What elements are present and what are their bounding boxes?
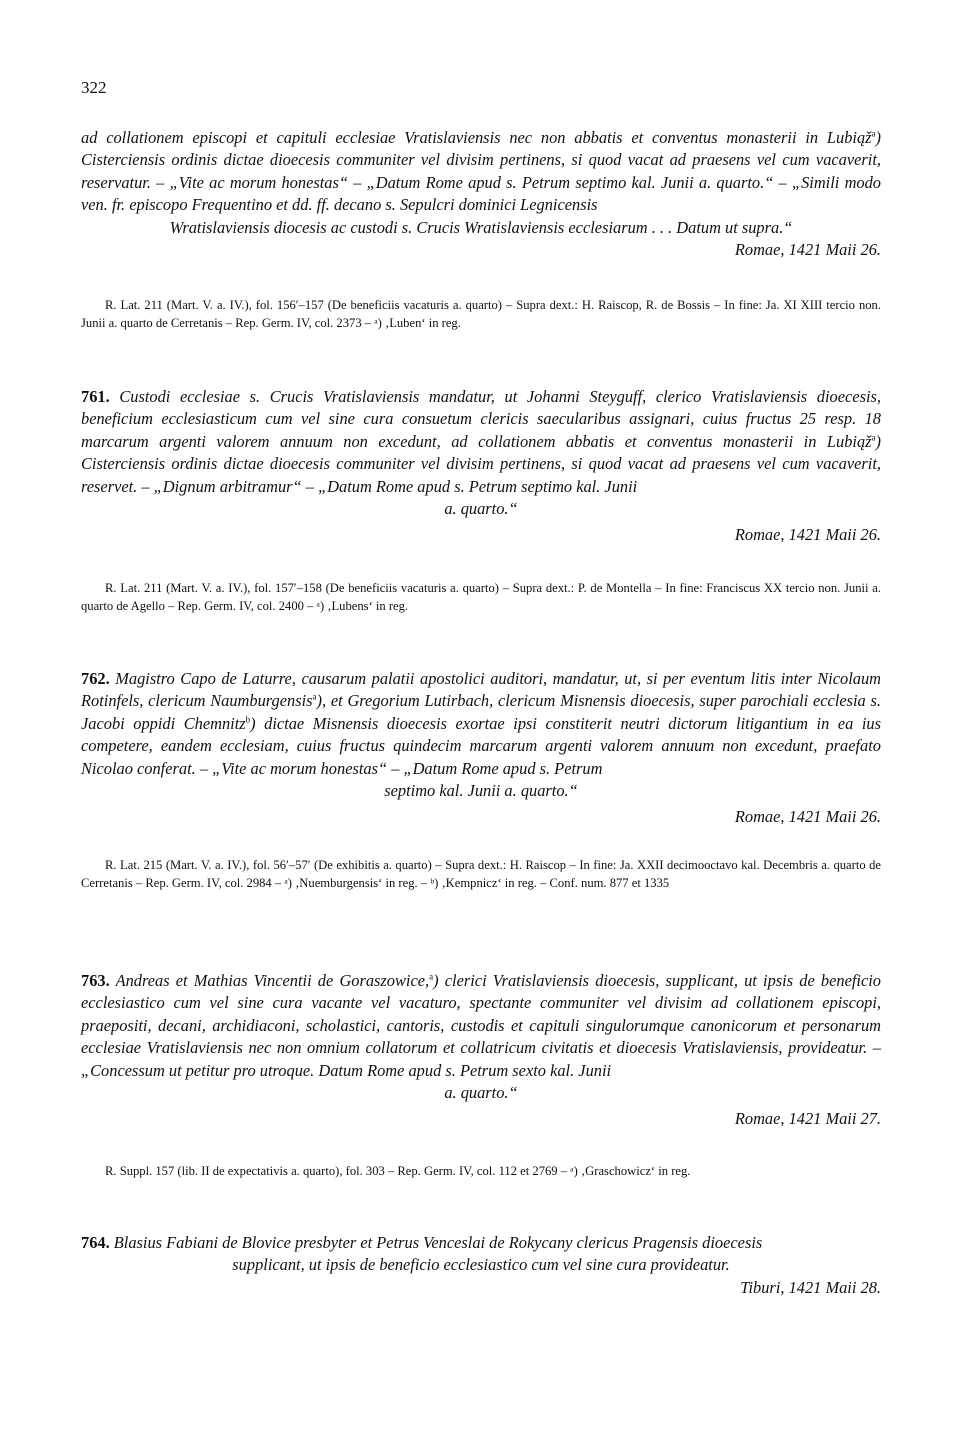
intro-note: R. Lat. 211 (Mart. V. a. IV.), fol. 156′–157 (De beneficiis vacaturis a. quarto) – Supra dext.: H. Raiscop, R. de Bossis – In fine: Ja. XI XIII tercio non. Junii a. quarto de Cerretanis – Rep. Germ. IV, col. 2373 – ᵃ) ‚Luben‘ in reg. (81, 298, 881, 330)
entry-762-text: 762. Magistro Capo de Laturre, causarum palatii apostolici auditori, mandatur, ut, si per eventum litis inter Nicolaum Rotinfels, clericum Naumburgensis$^a$), et Gregorium Lutirbach, clericum Misnensis dioecesis, super parochiali ecclesia s. Jacobi oppidi Chemnitz$^b$) dictae Misnensis dioecesis exortae ipsi constiterit neutri dictorum litigantium in ea ius competere, eandem ecclesiam, cuius fructus quindecim marcarum argenti valorem annuum non excedunt, praefato Nicolao conferat. – „Vite ac morum honestas“ – „Datum Rome apud s. Petrum (81, 669, 881, 778)
entry-764-center-line: supplicant, ut ipsis de beneficio ecclesiastico cum vel sine cura provideatur. (232, 1255, 730, 1275)
entry-763-note: R. Suppl. 157 (lib. II de expectativis a. quarto), fol. 303 – Rep. Germ. IV, col. 112 et 2769 – ᵃ) ‚Graschowicz‘ in reg. (105, 1164, 691, 1178)
entry-762-center-line: septimo kal. Junii a. quarto.“ (384, 781, 578, 801)
entry-761-note: R. Lat. 211 (Mart. V. a. IV.), fol. 157′–158 (De beneficiis vacaturis a. quarto) – Supra dext.: P. de Montella – In fine: Franciscus XX tercio non. Junii a. quarto de Agello – Rep. Germ. IV, col. 2400 – ᵃ) ‚Lubens‘ in reg. (81, 581, 881, 613)
entry-762-place-date: Romae, 1421 Maii 26. (734, 807, 881, 827)
entry-764 (81, 1232, 881, 1299)
entry-761-center-line: a. quarto.“ (444, 499, 518, 519)
entry-762-note: R. Lat. 215 (Mart. V. a. IV.), fol. 56′–57′ (De exhibitis a. quarto) – Supra dext.: H. Raiscop – In fine: Ja. XXII decimooctavo kal. Decembris a. quarto de Cerretanis – Rep. Germ. IV, col. 2984 – ᵃ) ‚Nuemburgensis‘ in reg. – ᵇ) ‚Kempnicz‘ in reg. – Conf. num. 877 et 1335 (81, 858, 881, 890)
intro-text: ad collationem episcopi et capituli ecclesiae Vratislaviensis nec non abbatis et conventus monasterii in Lubiąž$^a$) Cisterciensis ordinis dictae dioecesis communiter vel divisim pertinens, si quod vacat ad praesens vel cum vacaverit, reservatur. – „Vite ac morum honestas“ – „Datum Rome apud s. Petrum septimo kal. Junii a. quarto.“ – „Simili modo ven. fr. episcopo Frequentino et dd. ff. decano s. Sepulcri dominici Legnicensis (81, 128, 881, 215)
entry-763 (81, 970, 881, 1130)
entry-761 (81, 386, 881, 546)
entry-761-text: 761. Custodi ecclesiae s. Crucis Vratislaviensis mandatur, ut Johanni Steyguff, clerico Vratislaviensis dioecesis, beneficium ecclesiasticum cum vel sine cura consuetum clericis saecularibus assignari, cuius fructus 25 resp. 18 marcarum argenti valorem annuum non excedunt, ad collationem abbatis et conventus monasterii in Lubiąž$^a$) Cisterciensis ordinis dictae dioecesis communiter vel divisim pertinens, si quod vacat ad praesens vel cum vacaverit, reservet. – „Dignum arbitramur“ – „Datum Rome apud s. Petrum septimo kal. Junii (81, 387, 881, 496)
entry-764-place-date: Tiburi, 1421 Maii 28. (740, 1277, 881, 1297)
entry-763-place-date: Romae, 1421 Maii 27. (734, 1109, 881, 1129)
entry-764-text: 764. Blasius Fabiani de Blovice presbyter et Petrus Venceslai de Rokycany clericus Pragensis dioecesis (81, 1233, 763, 1252)
entry-763-text: 763. Andreas et Mathias Vincentii de Goraszowice,$^a$) clerici Vratislaviensis dioecesis, supplicant, ut ipsis de beneficio ecclesiastico cum vel sine cura vacante vel vacaturo, spectante communiter vel divisim ad collationem episcopi, praepositi, decani, archidiaconi, scholastici, cantoris, custodis et capituli singulorumque canonicorum et personarum ecclesiae Vratislaviensis nec non omnium collatorum et collatricum civitatis et dioecesis Vratislaviensis, provideatur. – „Concessum ut petitur pro utroque. Datum Rome apud s. Petrum sexto kal. Junii (81, 971, 881, 1080)
intro-center-line: Wratislaviensis diocesis ac custodi s. Crucis Wratislaviensis ecclesiarum . . . Datum ut supra.“ (169, 217, 793, 237)
intro-paragraph (81, 127, 881, 261)
page-number: 322 (81, 78, 107, 97)
entry-763-center-line: a. quarto.“ (444, 1083, 518, 1103)
entry-762 (81, 668, 881, 828)
intro-place-date: Romae, 1421 Maii 26. (734, 240, 881, 260)
entry-761-place-date: Romae, 1421 Maii 26. (734, 525, 881, 545)
